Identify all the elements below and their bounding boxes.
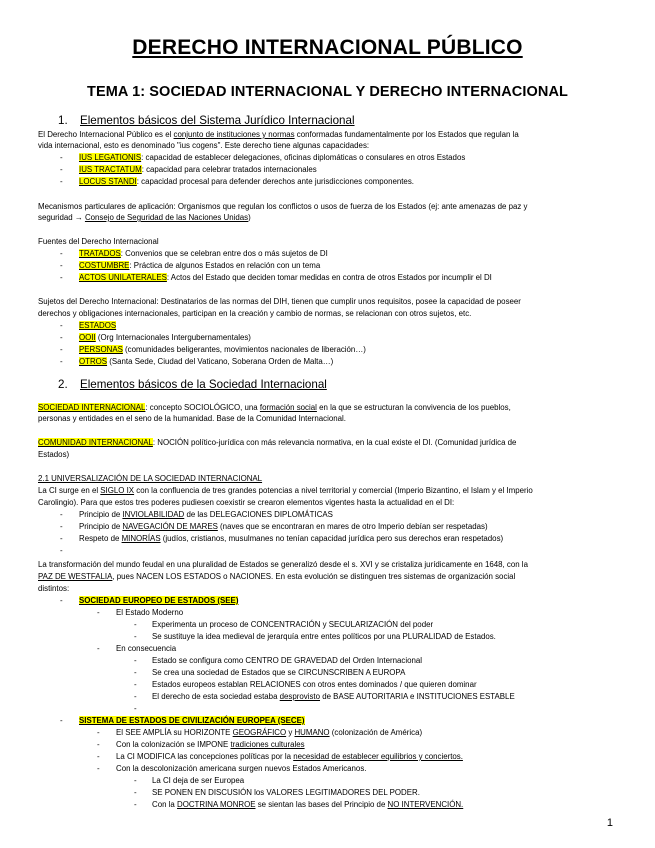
- subjects-line-1: Sujetos del Derecho Internacional: Destinatarios de las normas del DIH, tienen que cumplir unos requisitos, posee la capacidad de poseer: [38, 297, 521, 306]
- si-line-2: personas y entidades en el seno de la humanidad. Base de la Comunidad Internacional.: [38, 414, 346, 423]
- p1-line-2: Carolingio). Para que estos tres poderes pudiesen coexistir se crearon elementos vigentes hasta la actualidad en el DI:: [38, 498, 455, 507]
- principle-item: Respeto de MINORÍAS (judíos, cristianos, musulmanes no tenían capacidad jurídica pero sus derechos eran respetados): [79, 534, 504, 543]
- mechanisms-line-2: seguridad → Consejo de Seguridad de las Naciones Unidas): [38, 213, 251, 222]
- source-item: COSTUMBRE: Práctica de algunos Estados en relación con un tema: [79, 261, 321, 270]
- sources-heading: Fuentes del Derecho Internacional: [38, 237, 159, 246]
- page-number: 1: [606, 817, 613, 829]
- section-2-title: Elementos básicos de la Sociedad Internacional: [80, 378, 327, 391]
- section-1-heading: [58, 114, 355, 127]
- see-item: El Estado Moderno: [116, 608, 184, 617]
- sece-item: La CI deja de ser Europea: [152, 776, 245, 785]
- sece-item: El SEE AMPLÍA su HORIZONTE GEOGRÁFICO y HUMANO (colonización de América): [116, 728, 423, 737]
- document-page: DERECHO INTERNACIONAL PÚBLICO TEMA 1: SOCIEDAD INTERNACIONAL Y DERECHO INTERNACIONAL 1. Elementos básicos del Sistema Jurídico Internacional El Derecho Internacional Público es el conjunto de instituciones y normas conformadas fundamentalmente por los Estados que regulan la vida internacional, esto es denominado "ius cogens". Este derecho tiene algunas capacidades: - IUS LEGATIONIS: capacidad de establecer delegaciones, oficinas diplomáticas o consulares en otros Estados - IUS TRACTATUM: capacidad para celebrar tratados internacionales - LOCUS STANDI: capacidad procesal para defender derechos ante jurisdicciones componentes. Mecanismos particulares de aplicación: Organismos que regulan los conflictos o usos de fuerza de los Estados (ej: ante amenazas de paz y seguridad → Consejo de Seguridad de las Naciones Unidas) Fuentes del Derecho Internacional - TRATADOS: Convenios que se celebran entre dos o más sujetos de DI - COSTUMBRE: Práctica de algunos Estados en relación con un tema - ACTOS UNILATERALES: Actos del Estado que deciden tomar medidas en contra de otros Estados por incumplir el DI Sujetos del Derecho Internacional: Destinatarios de las normas del DIH, tienen que cumplir unos requisitos, posee la capacidad de poseer derechos y obligaciones internacionales, participan en la creación y cambio de normas, se relacionan con otros sujetos, etc. - ESTADOS - OOII (Org Internacionales Intergubernamentales) - PERSONAS (comunidades beligerantes, movimientos nacionales de liberación…) - OTROS (Santa Sede, Ciudad del Vaticano, Soberana Orden de Malta…) 2. Elementos básicos de la Sociedad Internacional SOCIEDAD INTERNACIONAL: concepto SOCIOLÓGICO, una formación social en la que se estructuran la convivencia de los pueblos, personas y entidades en el seno de la humanidad. Base de la Comunidad Internacional. COMUNIDAD INTERNACIONAL: NOCIÓN político-jurídica con más relevancia normativa, en la cual existe el DI. (Comunidad jurídica de Estados) 2.1 UNIVERSALIZACIÓN DE LA SOCIEDAD INTERNACIONAL La CI surge en el SIGLO IX con la confluencia de tres grandes potencias a nivel territorial y comercial (Imperio Bizantino, el Islam y el Imperio Carolingio). Para que estos tres poderes pudiesen coexistir se crearon elementos vigentes hasta la actualidad en el DI: - Principio de INVIOLABILIDAD de las DELEGACIONES DIPLOMÁTICAS - Principio de NAVEGACIÓN DE MARES (naves que se encontraran en mares de otro Imperio debían ser respetadas) - Respeto de MINORÍAS (judíos, cristianos, musulmanes no tenían capacidad jurídica pero sus derechos eran respetados) - La transformación del mundo feudal en una pluralidad de Estados se generalizó desde el s. XVI y se cristaliza jurídicamente en 1648, con la PAZ DE WESTFALIA, pues NACEN LOS ESTADOS o NACIONES. En esta evolución se distinguen tres sistemas de organización social distintos: - SOCIEDAD EUROPEO DE ESTADOS (SEE) - El Estado Moderno - Experimenta un proceso de CONCENTRACIÓN y SECULARIZACIÓN del poder - Se sustituye la idea medieval de jerarquía entre entes políticos por una PLURALIDAD de Estados. - En consecuencia - Estado se configura como CENTRO DE GRAVEDAD del Orden Internacional - Se crea una sociedad de Estados que se CIRCUNSCRIBEN A EUROPA - Estados europeos establan RELACIONES con otros entes dominados / que quieren dominar - El derecho de esta sociedad estaba desprovisto de BASE AUTORITARIA e INSTITUCIONES ESTABLE - - SISTEMA DE ESTADOS DE CIVILIZACIÓN EUROPEA (SECE) - El SEE AMPLÍA su HORIZONTE GEOGRÁFICO y HUMANO (colonización de América) - Con la colonización se IMPONE tradiciones culturales - La CI MODIFICA las concepciones políticas por la necesidad de establecer equilibrios y conciertos. - Con la descolonización americana surgen nuevos Estados Americanos. - La CI deja de ser Europea - SE PONEN EN DISCUSIÓN los VALORES LEGITIMADORES DEL PODER. - Con la DOCTRINA MONROE se sientan las bases del Principio de NO INTERVENCIÓN. 1: [0, 0, 655, 848]
- subject-item: PERSONAS (comunidades beligerantes, movimientos nacionales de liberación…): [79, 345, 366, 354]
- source-item: TRATADOS: Convenios que se celebran entre dos o más sujetos de DI: [79, 249, 328, 258]
- ci-line-1: COMUNIDAD INTERNACIONAL: NOCIÓN político-jurídica con más relevancia normativa, en la cual existe el DI. (Comunidad jurídica de: [38, 438, 517, 447]
- section-2-1-heading: 2.1 UNIVERSALIZACIÓN DE LA SOCIEDAD INTERNACIONAL: [38, 474, 263, 483]
- subjects-line-2: derechos y obligaciones internacionales, participan en la creación y cambio de normas, se relacionan con otros sujetos, etc.: [38, 309, 472, 318]
- see-heading: SOCIEDAD EUROPEO DE ESTADOS (SEE): [79, 596, 239, 605]
- see-item: Se crea una sociedad de Estados que se CIRCUNSCRIBEN A EUROPA: [152, 668, 406, 677]
- see-item: En consecuencia: [116, 644, 177, 653]
- ci-line-2: Estados): [38, 450, 70, 459]
- sece-item: Con la descolonización americana surgen nuevos Estados Americanos.: [116, 764, 367, 773]
- capacity-item: LOCUS STANDI: capacidad procesal para defender derechos ante jurisdicciones componentes.: [79, 177, 414, 186]
- document-subtitle: TEMA 1: SOCIEDAD INTERNACIONAL Y DERECHO INTERNACIONAL: [87, 84, 568, 100]
- section-2-heading: [58, 378, 327, 391]
- p2-line-1: La transformación del mundo feudal en una pluralidad de Estados se generalizó desde el s. XVI y se cristaliza jurídicamente en 1648, con la: [38, 560, 528, 569]
- capacity-item: IUS LEGATIONIS: capacidad de establecer delegaciones, oficinas diplomáticas o consulares en otros Estados: [79, 153, 466, 162]
- sece-item: SE PONEN EN DISCUSIÓN los VALORES LEGITIMADORES DEL PODER.: [152, 788, 420, 797]
- see-item: Estado se configura como CENTRO DE GRAVEDAD del Orden Internacional: [152, 656, 423, 665]
- document-title: DERECHO INTERNACIONAL PÚBLICO: [132, 36, 523, 59]
- p2-line-2: PAZ DE WESTFALIA, pues NACEN LOS ESTADOS o NACIONES. En esta evolución se distinguen tres sistemas de organización social: [38, 572, 516, 581]
- sece-item: Con la colonización se IMPONE tradiciones culturales: [116, 740, 305, 749]
- p2-line-3: distintos:: [38, 584, 70, 593]
- section-1-title: Elementos básicos del Sistema Jurídico Internacional: [80, 114, 355, 127]
- sece-heading: SISTEMA DE ESTADOS DE CIVILIZACIÓN EUROPEA (SECE): [79, 716, 305, 725]
- sece-item: Con la DOCTRINA MONROE se sientan las bases del Principio de NO INTERVENCIÓN.: [152, 800, 464, 809]
- sece-item: La CI MODIFICA las concepciones políticas por la necesidad de establecer equilibrios y conciertos.: [116, 752, 463, 761]
- subject-item: ESTADOS: [79, 321, 117, 330]
- subject-item: OTROS (Santa Sede, Ciudad del Vaticano, Soberana Orden de Malta…): [79, 357, 334, 366]
- see-item-last: El derecho de esta sociedad estaba desprovisto de BASE AUTORITARIA e INSTITUCIONES ESTABLE: [152, 692, 515, 701]
- intro-line-1: El Derecho Internacional Público es el conjunto de instituciones y normas conformadas fundamentalmente por los Estados que regulan la: [38, 130, 519, 139]
- si-line-1: SOCIEDAD INTERNACIONAL: concepto SOCIOLÓGICO, una formación social en la que se estructuran la convivencia de los pueblos,: [38, 403, 511, 412]
- see-item: Experimenta un proceso de CONCENTRACIÓN y SECULARIZACIÓN del poder: [152, 620, 434, 629]
- see-item: Se sustituye la idea medieval de jerarquía entre entes políticos por una PLURALIDAD de Estados.: [152, 632, 496, 641]
- subject-item: OOII (Org Internacionales Intergubernamentales): [79, 333, 251, 342]
- source-item: ACTOS UNILATERALES: Actos del Estado que deciden tomar medidas en contra de otros Estados por incumplir el DI: [79, 273, 492, 282]
- intro-line-2: vida internacional, esto es denominado "ius cogens". Este derecho tiene algunas capacidades:: [38, 141, 370, 150]
- capacity-item: IUS TRACTATUM: capacidad para celebrar tratados internacionales: [79, 165, 317, 174]
- section-1-number: 1.: [58, 114, 68, 127]
- p1-line-1: La CI surge en el SIGLO IX con la confluencia de tres grandes potencias a nivel territorial y comercial (Imperio Bizantino, el Islam y el Imperio: [38, 486, 533, 495]
- mechanisms-line-1: Mecanismos particulares de aplicación: Organismos que regulan los conflictos o usos de fuerza de los Estados (ej: ante amenazas de paz y: [38, 202, 528, 211]
- principle-item: Principio de INVIOLABILIDAD de las DELEGACIONES DIPLOMÁTICAS: [79, 510, 333, 519]
- principle-item: Principio de NAVEGACIÓN DE MARES (naves que se encontraran en mares de otro Imperio debían ser respetadas): [79, 522, 488, 531]
- see-item: Estados europeos establan RELACIONES con otros entes dominados / que quieren dominar: [152, 680, 477, 689]
- section-2-number: 2.: [58, 378, 68, 391]
